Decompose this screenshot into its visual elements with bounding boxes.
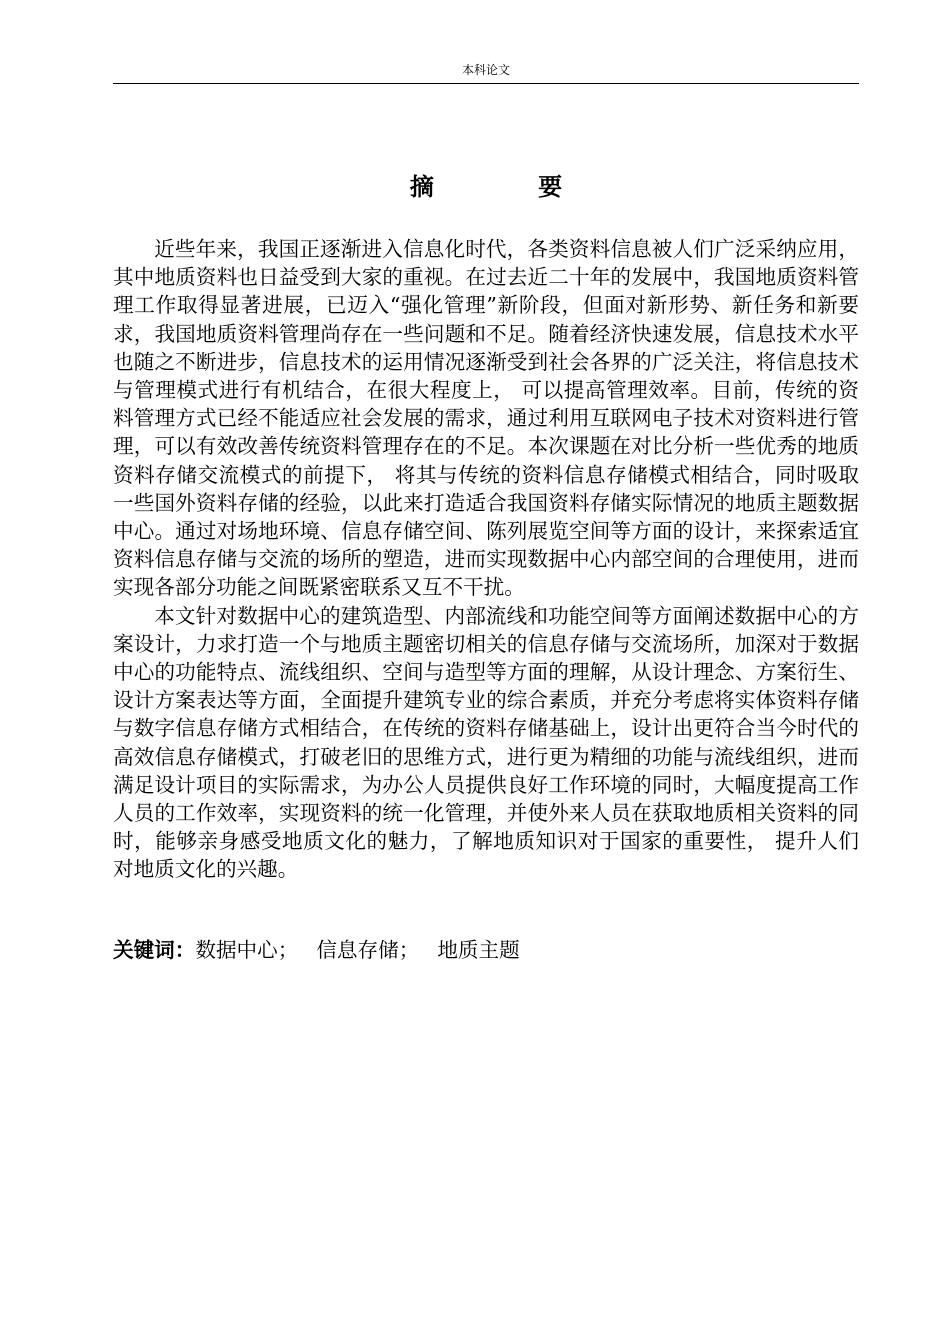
keyword-item: 信息存储； — [316, 938, 420, 962]
running-header: 本科论文 — [461, 63, 510, 77]
abstract-paragraph-1: 近些年来，我国正逐渐进入信息化时代，各类资料信息被人们广泛采纳应用，其中地质资料也日益受到大家的重视。在过去近二十年的发展中，我国地质资料管理工作取得显著进展，已迈入“强化管理”新阶段，但面对新形势、新任务和新要求，我国地质资料管理尚存在一些问题和不足。随着经济快速发展，信息技术水平也随之不断进步，信息技术的运用情况逐渐受到社会各界的广泛关注，将信息技术与管理模式进行有机结合，在很大程度上， 可以提高管理效率。目前，传统的资料管理方式已经不能适应社会发展的需求，通过利用互联网电子技术对资料进行管理，可以有效改善传统资料管理存在的不足。本次课题在对比分析一些优秀的地质资料存储交流模式的前提下， 将其与传统的资料信息存储模式相结合，同时吸取一些国外资料存储的经验，以此来打造适合我国资料存储实际情况的地质主题数据中心。通过对场地环境、信息存储空间、陈列展览空间等方面的设计，来探索适宜资料信息存储与交流的场所的塑造，进而实现数据中心内部空间的合理使用，进而实现各部分功能之间既紧密联系又互不干扰。 — [113, 237, 859, 600]
keyword-item: 数据中心； — [195, 938, 299, 962]
abstract-paragraph-2: 本文针对数据中心的建筑造型、内部流线和功能空间等方面阐述数据中心的方案设计，力求打造一个与地质主题密切相关的信息存储与交流场所，加深对于数据中心的功能特点、流线组织、空间与造型等方面的理解，从设计理念、方案衍生、设计方案表达等方面，全面提升建筑专业的综合素质，并充分考虑将实体资料存储与数字信息存储方式相结合，在传统的资料存储基础上，设计出更符合当今时代的高效信息存储模式，打破老旧的思维方式，进行更为精细的功能与流线组织，进而满足设计项目的实际需求，为办公人员提供良好工作环境的同时，大幅度提高工作人员的工作效率，实现资料的统一化管理，并使外来人员在获取地质相关资料的同时，能够亲身感受地质文化的魅力，了解地质知识对于国家的重要性， 提升人们对地质文化的兴趣。 — [113, 603, 859, 882]
keywords-line — [113, 936, 859, 964]
abstract-body — [113, 235, 859, 884]
abstract-title: 摘 要 — [409, 173, 611, 201]
keywords-label: 关键词： — [113, 938, 196, 962]
header-rule — [113, 83, 859, 84]
keyword-item: 地质主题 — [437, 938, 520, 962]
